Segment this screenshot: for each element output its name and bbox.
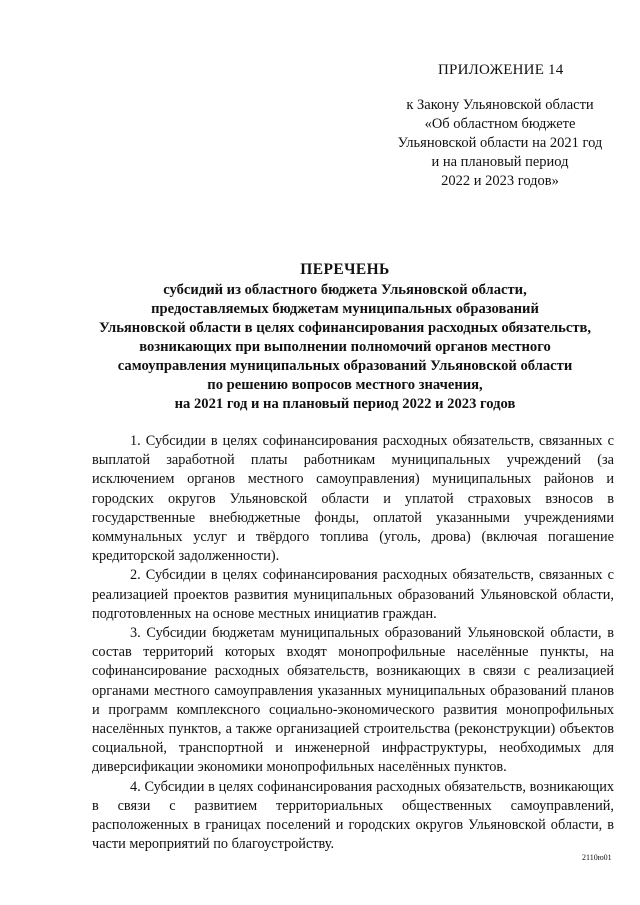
heading-line: самоуправления муниципальных образований Ульяновской области <box>117 358 573 374</box>
list-item: 1. Субсидии в целях софинансирования расходных обязательств, связанных с выплатой заработной платы работникам муниципальных учреждений (за исключением органов местного самоуправления) муниципальных районов и городских округов Ульяновской области и уплатой страховых взносов в государственные внебюджетные фонды, оплатой указанными учреждениями коммунальных услуг и твёрдого топлива (уголь, дрова) (включая погашение кредиторской задолженности). <box>92 433 614 565</box>
appendix-line: 2022 и 2023 годов» <box>441 173 559 189</box>
footer-code: 2110ю01 <box>582 853 612 862</box>
heading-line: Ульяновской области в целях софинансирования расходных обязательств, <box>98 320 592 336</box>
appendix-reference <box>380 96 620 191</box>
heading-line: возникающих при выполнении полномочий органов местного <box>139 339 551 355</box>
appendix-line: «Об областном бюджете <box>424 116 576 132</box>
heading-line: субсидий из областного бюджета Ульяновской области, <box>163 282 527 298</box>
appendix-title: ПРИЛОЖЕНИЕ 14 <box>438 62 564 78</box>
document-heading <box>60 260 630 414</box>
heading-line: предоставляемых бюджетам муниципальных образований <box>151 301 539 317</box>
list-item: 4. Субсидии в целях софинансирования расходных обязательств, возникающих в связи с развитием территориальных общественных самоуправлений, расположенных в границах поселений и городских округов Ульяновской области, в части мероприятий по благоустройству. <box>92 778 614 853</box>
appendix-line: к Закону Ульяновской области <box>406 97 594 113</box>
heading-line: по решению вопросов местного значения, <box>207 377 483 393</box>
heading-line: на 2021 год и на плановый период 2022 и 2023 годов <box>174 396 516 412</box>
appendix-line: и на плановый период <box>431 154 569 170</box>
heading-title: ПЕРЕЧЕНЬ <box>300 261 390 278</box>
subsidy-list <box>92 432 614 854</box>
appendix-line: Ульяновской области на 2021 год <box>397 135 603 151</box>
list-item: 2. Субсидии в целях софинансирования расходных обязательств, связанных с реализацией проектов развития муниципальных образований Ульяновской области, подготовленных на основе местных инициатив граждан. <box>92 567 614 622</box>
list-item: 3. Субсидии бюджетам муниципальных образований Ульяновской области, в состав территорий которых входят монопрофильные населённые пункты, на софинансирование расходных обязательств, возникающих в связи с реализацией органами местного самоуправления указанных муниципальных образований планов и программ комплексного социально-экономического развития монопрофильных населённых пунктов, а также организацией строительства (реконструкции) объектов социальной, транспортной и инженерной инфраструктуры, необходимых для диверсификации экономики монопрофильных населённых пунктов. <box>92 625 614 776</box>
